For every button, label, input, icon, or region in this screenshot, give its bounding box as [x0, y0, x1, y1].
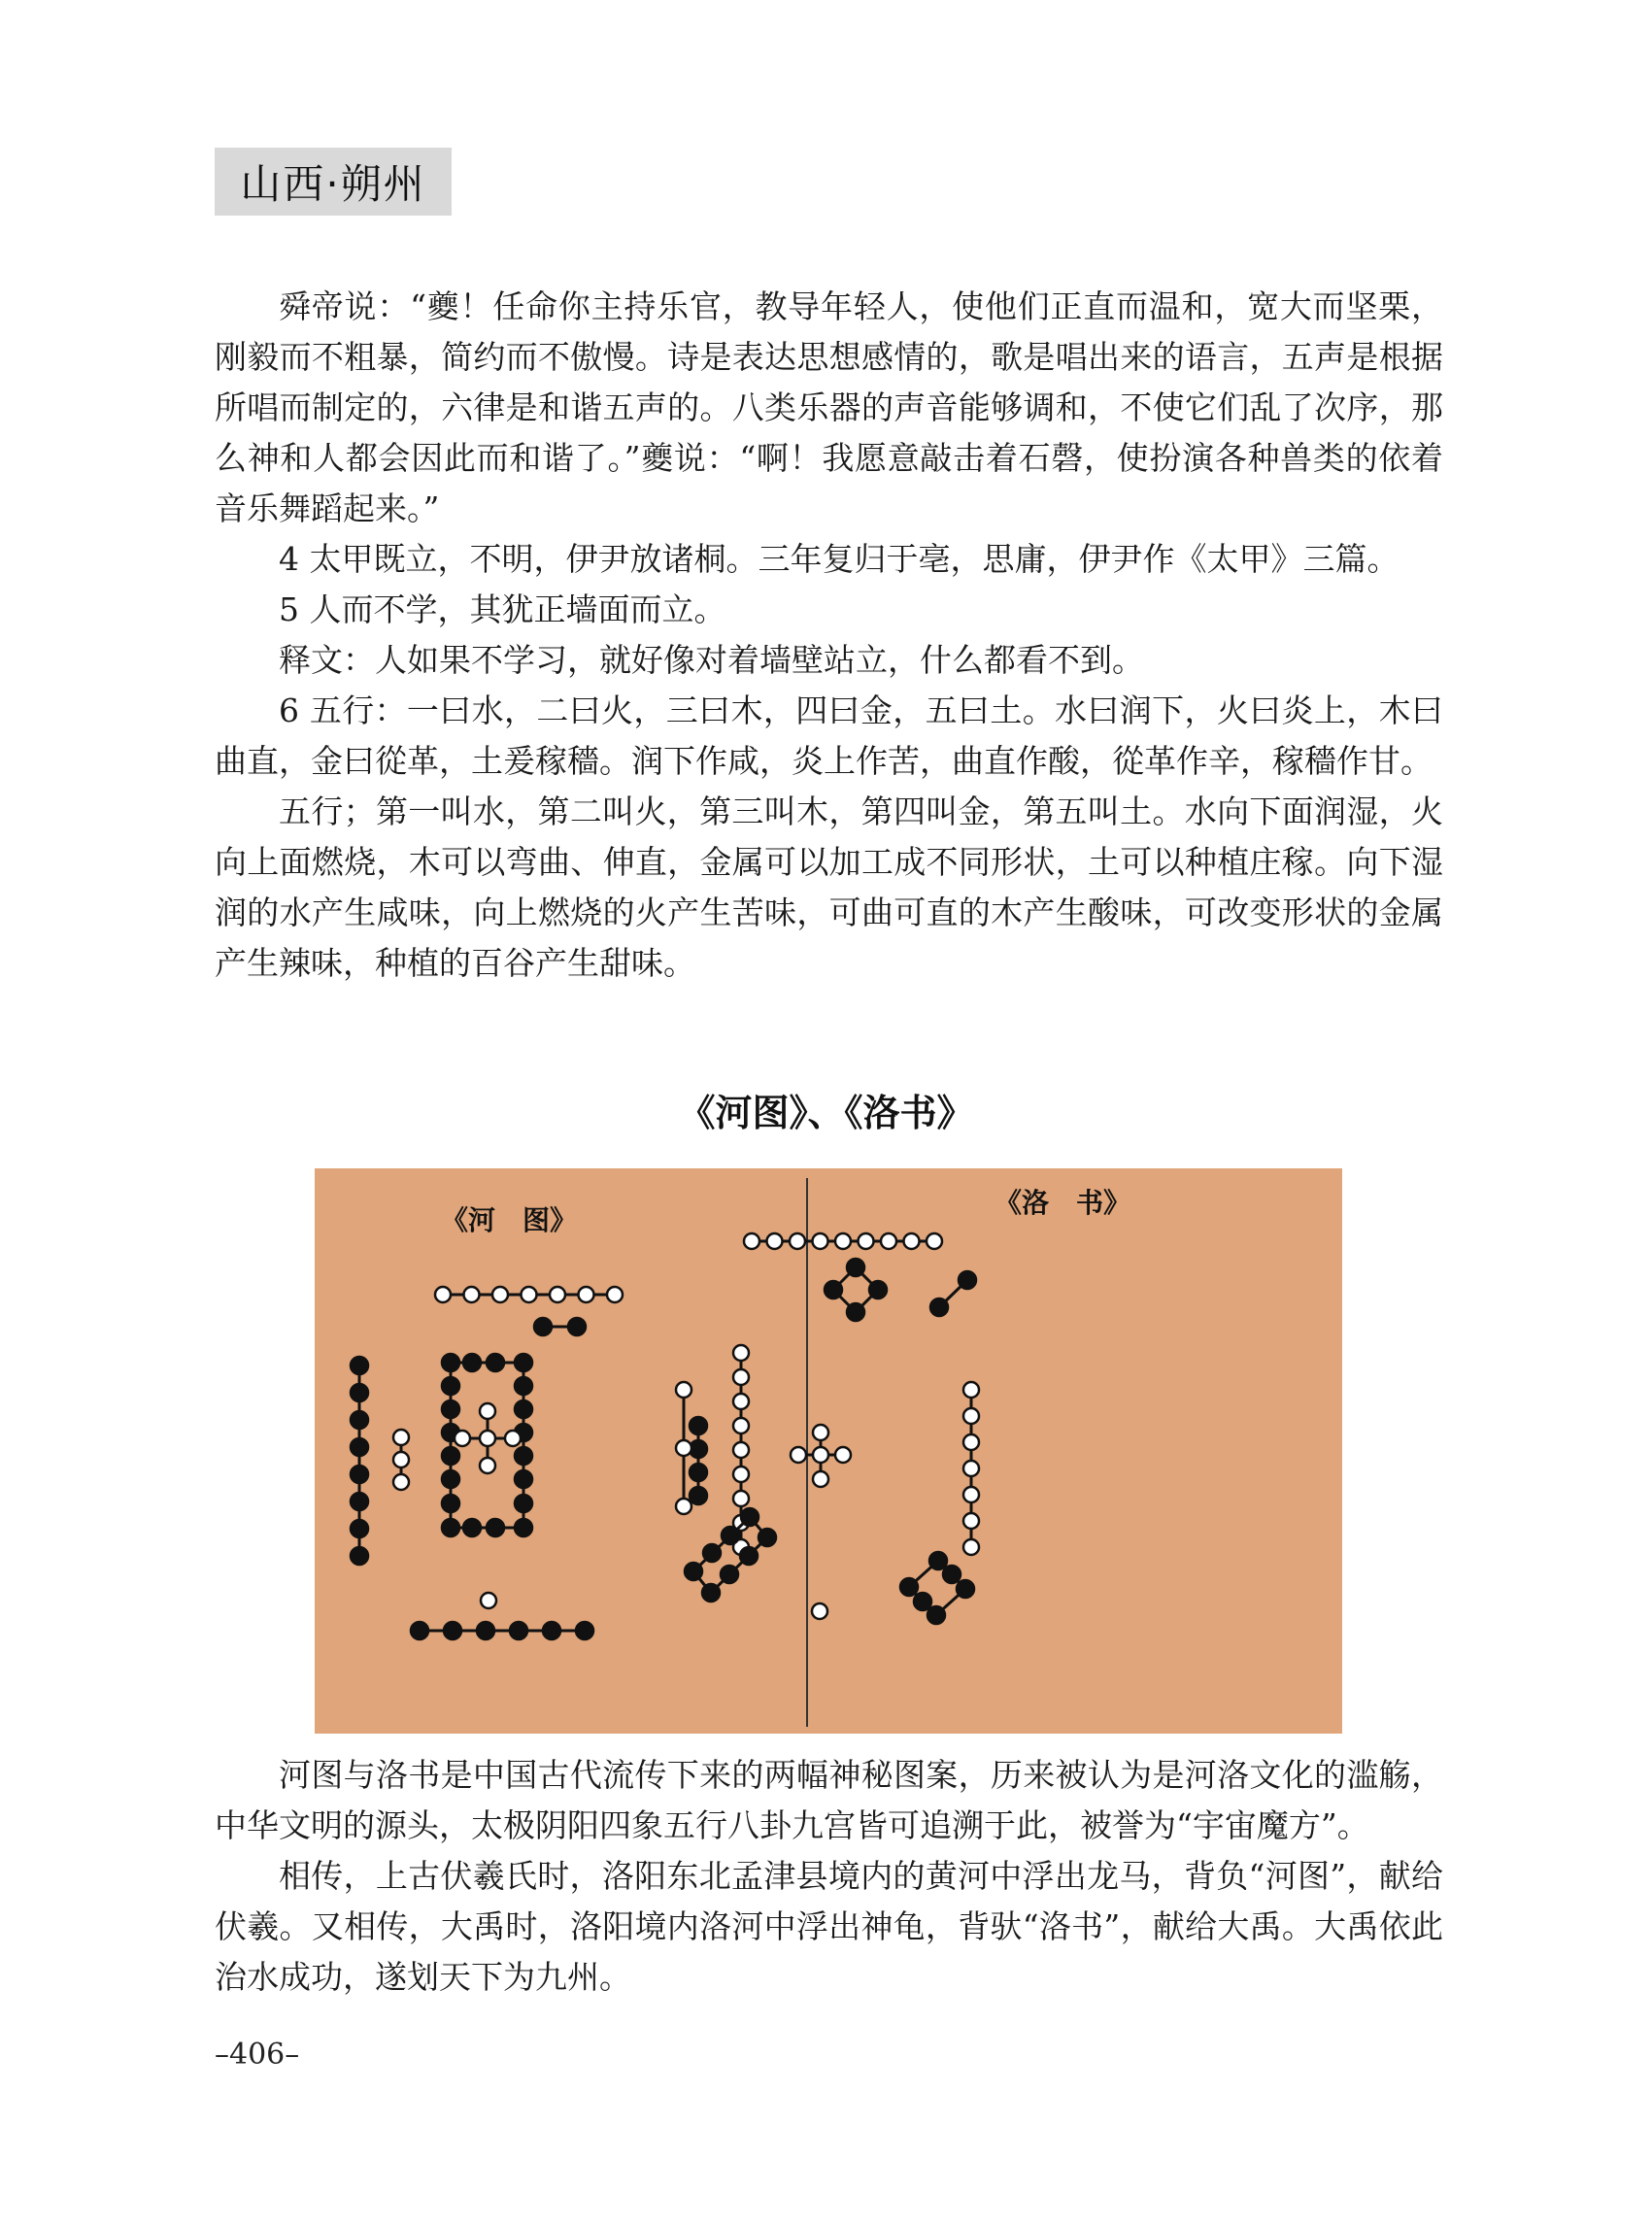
yin-dot [690, 1417, 707, 1434]
yin-dot [351, 1520, 368, 1537]
yang-dot [480, 1403, 495, 1419]
yang-dot [676, 1499, 691, 1514]
yin-dot [759, 1529, 776, 1546]
yang-dot [579, 1287, 594, 1302]
yin-dot [477, 1622, 494, 1639]
yang-dot [835, 1233, 851, 1249]
yin-dot [515, 1377, 532, 1395]
yin-dot [442, 1447, 459, 1465]
yang-dot [733, 1369, 749, 1385]
yin-dot [685, 1563, 702, 1580]
yin-dot [487, 1354, 504, 1371]
page-number: –406– [215, 2038, 300, 2072]
dot-patterns [351, 1233, 979, 1639]
yin-dot [825, 1281, 842, 1298]
section-header: 山西·朔州 [215, 148, 452, 216]
yin-dot [351, 1466, 368, 1483]
yin-dot [487, 1519, 504, 1536]
paragraph: 舜帝说：“夔！任命你主持乐官，教导年轻人，使他们正直而温和，宽大而坚栗，刚毅而不粗暴，简约而不傲慢。诗是表达思想感情的，歌是唱出来的语言，五声是根据所唱而制定的，六律是和谐五声的。八类乐器的声音能够调和，不使它们乱了次序，那么神和人都会因此而和谐了。”夔说：“啊！我愿意敲击着石磬，使扮演各种兽类的依着音乐舞蹈起来。” [215, 287, 1443, 527]
yang-dot [813, 1447, 828, 1463]
yin-dot [722, 1527, 739, 1544]
yang-dot [744, 1233, 759, 1249]
yin-dot [930, 1298, 948, 1316]
hetu-luoshu-figure [315, 1168, 1342, 1734]
yin-dot [442, 1400, 459, 1418]
yin-dot [444, 1622, 461, 1639]
yang-dot [435, 1287, 451, 1302]
paragraph: 6 五行：一曰水，二曰火，三曰木，四曰金，五曰土。水曰润下，火曰炎上，木曰曲直，金曰從革，土爰稼穡。润下作咸，炎上作苦，曲直作酸，從革作辛，稼穡作甘。 [215, 691, 1443, 780]
yang-dot [733, 1345, 749, 1361]
paragraph: 5 人而不学，其犹正墙面而立。 [279, 590, 726, 628]
lower-text [215, 1750, 1443, 2003]
yin-dot [411, 1622, 428, 1639]
yang-dot [733, 1442, 749, 1458]
luoshu-label: 《洛 书》 [995, 1187, 1131, 1219]
yang-dot [963, 1539, 979, 1555]
yang-dot [859, 1233, 874, 1249]
yin-dot [576, 1622, 593, 1639]
yin-dot [900, 1578, 918, 1596]
yin-dot [914, 1593, 931, 1610]
yin-dot [741, 1508, 759, 1526]
yang-dot [813, 1425, 828, 1440]
yin-dot [515, 1495, 532, 1512]
yang-dot [492, 1287, 508, 1302]
yang-dot [393, 1430, 409, 1445]
yin-dot [442, 1495, 459, 1512]
yang-dot [790, 1233, 805, 1249]
paragraph: 4 太甲既立，不明，伊尹放诸桐。三年复归于亳，思庸，伊尹作《太甲》三篇。 [279, 540, 1399, 578]
yang-dot [813, 1471, 828, 1487]
yang-dot [522, 1287, 537, 1302]
yang-dot [963, 1408, 979, 1424]
yang-dot [904, 1233, 920, 1249]
yin-dot [442, 1377, 459, 1395]
yang-dot [393, 1474, 409, 1490]
yang-dot [813, 1233, 828, 1249]
paragraph: 五行；第一叫水，第二叫火，第三叫木，第四叫金，第五叫土。水向下面润湿，火向上面燃烧，木可以弯曲、伸直，金属可以加工成不同形状，土可以种植庄稼。向下湿润的水产生咸味，向上燃烧的火产生苦味，可曲可直的木产生酸味，可改变形状的金属产生辣味，种植的百谷产生甜味。 [215, 793, 1443, 982]
yang-dot [963, 1434, 979, 1450]
yang-dot [550, 1287, 565, 1302]
yin-dot [442, 1354, 459, 1371]
yang-dot [963, 1513, 979, 1529]
yang-dot [480, 1458, 495, 1473]
yin-dot [959, 1271, 976, 1289]
yin-dot [534, 1318, 552, 1335]
yang-dot [733, 1467, 749, 1482]
yin-dot [740, 1547, 758, 1565]
yin-dot [847, 1303, 864, 1321]
yin-dot [515, 1470, 532, 1488]
yin-dot [929, 1552, 947, 1569]
yin-dot [351, 1357, 368, 1374]
yin-dot [703, 1544, 721, 1562]
yang-dot [455, 1431, 470, 1446]
yang-dot [676, 1382, 691, 1398]
yin-dot [463, 1519, 481, 1536]
yin-dot [702, 1584, 720, 1602]
paragraph: 释文：人如果不学习，就好像对着墙壁站立，什么都看不到。 [279, 641, 1144, 679]
yin-dot [847, 1259, 864, 1276]
yin-dot [515, 1400, 532, 1418]
yang-dot [733, 1418, 749, 1433]
yin-dot [351, 1493, 368, 1510]
yin-dot [869, 1281, 887, 1298]
yin-dot [463, 1354, 481, 1371]
yang-dot [676, 1440, 691, 1456]
yang-dot [393, 1452, 409, 1467]
yang-dot [812, 1603, 827, 1619]
yin-dot [351, 1547, 368, 1565]
yin-dot [442, 1470, 459, 1488]
yang-dot [963, 1487, 979, 1502]
yin-dot [957, 1580, 974, 1598]
yang-dot [791, 1447, 806, 1463]
yin-dot [515, 1447, 532, 1465]
yin-dot [690, 1464, 707, 1481]
yang-dot [963, 1461, 979, 1476]
yin-dot [515, 1519, 532, 1536]
figure-title: 《河图》、《洛书》 [678, 1091, 974, 1134]
yin-dot [442, 1519, 459, 1536]
yin-dot [543, 1622, 560, 1639]
yang-dot [927, 1233, 942, 1249]
yang-dot [607, 1287, 623, 1302]
yang-dot [963, 1382, 979, 1398]
yin-dot [515, 1354, 532, 1371]
upper-text [215, 282, 1443, 989]
yin-dot [690, 1487, 707, 1504]
yin-dot [351, 1438, 368, 1456]
yin-dot [943, 1566, 961, 1583]
yin-dot [351, 1384, 368, 1401]
yang-dot [733, 1491, 749, 1506]
diagram-canvas [315, 1168, 1342, 1734]
yin-dot [927, 1606, 945, 1624]
yang-dot [480, 1431, 495, 1446]
yang-dot [881, 1233, 896, 1249]
yin-dot [568, 1318, 586, 1335]
yang-dot [733, 1394, 749, 1409]
paragraph: 河图与洛书是中国古代流传下来的两幅神秘图案，历来被认为是河洛文化的滥觞，中华文明的源头，太极阴阳四象五行八卦九宫皆可追溯于此，被誉为“宇宙魔方”。 [215, 1756, 1443, 1844]
yang-dot [767, 1233, 783, 1249]
yang-dot [464, 1287, 480, 1302]
yang-dot [835, 1447, 851, 1463]
yin-dot [721, 1566, 738, 1583]
yin-dot [351, 1411, 368, 1429]
yang-dot [505, 1431, 521, 1446]
yin-dot [510, 1622, 527, 1639]
yang-dot [481, 1593, 496, 1608]
paragraph: 相传，上古伏羲氏时，洛阳东北孟津县境内的黄河中浮出龙马，背负“河图”，献给伏羲。又相传，大禹时，洛阳境内洛河中浮出神龟，背驮“洛书”，献给大禹。大禹依此治水成功，遂划天下为九州。 [215, 1857, 1443, 1996]
hetu-label: 《河 图》 [441, 1204, 578, 1236]
